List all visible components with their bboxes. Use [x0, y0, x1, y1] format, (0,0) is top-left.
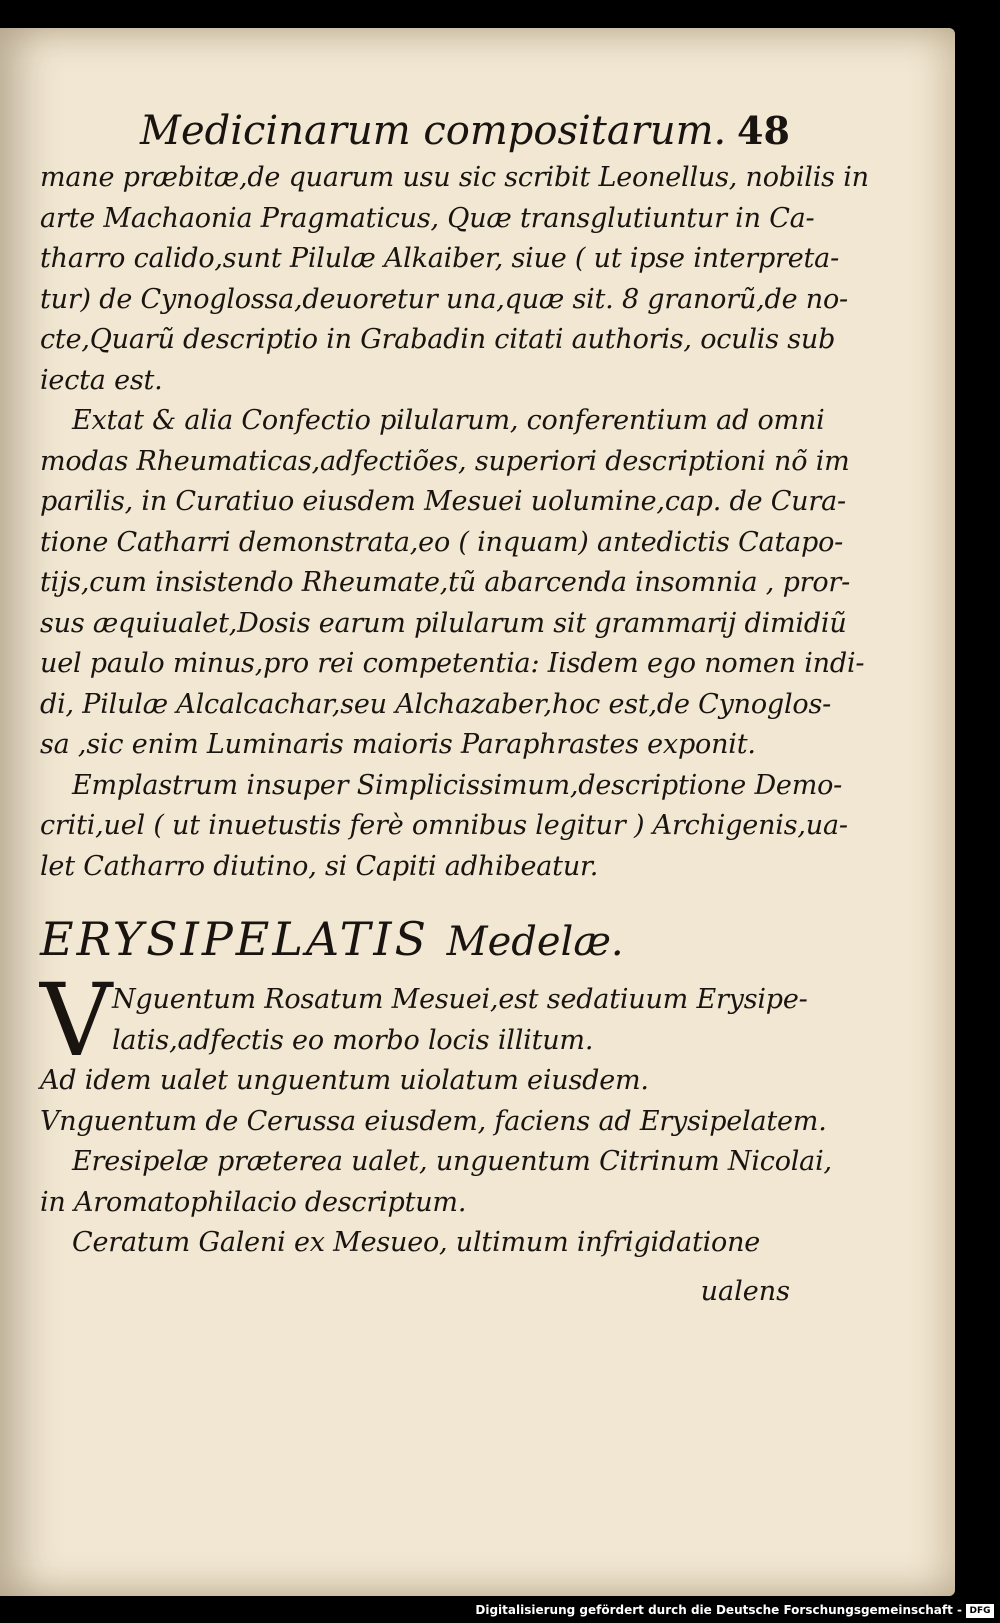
text-line: sa ,sic enim Luminaris maioris Paraphrastes exponit.	[40, 729, 756, 760]
book-page	[0, 28, 955, 1596]
text-line: Vnguentum de Cerussa eiusdem, faciens ad Erysipelatem.	[40, 1105, 827, 1137]
text-line: latis,adfectis eo morbo locis illitum.	[112, 1024, 594, 1056]
text-line: Ad idem ualet unguentum uiolatum eiusdem.	[40, 1065, 649, 1096]
section-heading-main: ERYSIPELATIS	[40, 912, 429, 966]
text-line: uel paulo minus,pro rei competentia: Iisdem ego nomen indi-	[40, 648, 865, 679]
page-number: 48	[737, 108, 790, 153]
text-line: tione Catharri demonstrata,eo ( inquam) antedictis Catapo-	[40, 526, 844, 558]
section-heading-small: Medelæ.	[446, 919, 624, 965]
text-line: iecta est.	[40, 364, 163, 396]
paragraph-2	[40, 401, 865, 766]
text-line: Eresipelæ præterea ualet, unguentum Citrinum Nicolai,	[72, 1146, 832, 1177]
dfg-logo-icon: DFG	[966, 1604, 994, 1618]
text-line: tur) de Cynoglossa,deuoretur una,quæ sit. 8 granorũ,de no-	[40, 283, 848, 315]
text-line: arte Machaonia Pragmaticus, Quæ transglutiuntur in Ca-	[40, 202, 815, 234]
text-line: let Catharro diutino, si Capiti adhibeatur.	[40, 850, 599, 882]
paragraph-5	[40, 1061, 832, 1264]
footer-credit: Digitalisierung gefördert durch die Deutsche Forschungsgemeinschaft -	[475, 1603, 962, 1617]
text-line: di, Pilulæ Alcalcachar,seu Alchazaber,hoc est,de Cynoglos-	[40, 688, 832, 720]
text-line: modas Rheumaticas,adfectiões, superiori descriptioni nõ im	[40, 445, 850, 477]
page-header	[40, 88, 800, 158]
drop-cap: V	[40, 962, 113, 1079]
paragraph-4	[40, 962, 808, 1079]
catchword: ualens	[700, 1275, 790, 1307]
text-line: mane præbitæ,de quarum usu sic scribit Leonellus, nobilis in	[40, 162, 869, 193]
text-line: cte,Quarũ descriptio in Grabadin citati authoris, oculis sub	[40, 324, 836, 355]
text-line: in Aromatophilacio descriptum.	[40, 1186, 467, 1218]
text-line: tijs,cum insistendo Rheumate,tũ abarcenda insomnia , pror-	[40, 567, 851, 598]
text-line: Extat & alia Confectio pilularum, conferentium ad omni	[72, 405, 825, 436]
page-text	[40, 88, 869, 1312]
text-line: parilis, in Curatiuo eiusdem Mesuei uolumine,cap. de Cura-	[40, 486, 846, 517]
text-line: Emplastrum insuper Simplicissimum,descriptione Demo-	[72, 769, 843, 801]
text-line: criti,uel ( ut inuetustis ferè omnibus legitur ) Archigenis,ua-	[40, 810, 848, 841]
text-line: tharro calido,sunt Pilulæ Alkaiber, siue ( ut ipse interpreta-	[40, 243, 839, 274]
running-head: Medicinarum compositarum.	[140, 108, 727, 154]
text-line: sus æquiualet,Dosis earum pilularum sit grammarij dimidiũ	[40, 607, 847, 639]
text-line: Nguentum Rosatum Mesuei,est sedatiuum Erysipe-	[112, 984, 808, 1015]
section-heading	[40, 909, 800, 972]
paragraph-3	[40, 766, 848, 888]
text-line: Ceratum Galeni ex Mesueo, ultimum infrigidatione	[72, 1227, 761, 1258]
paragraph-1	[40, 158, 869, 401]
footer-bar	[0, 1596, 1000, 1623]
